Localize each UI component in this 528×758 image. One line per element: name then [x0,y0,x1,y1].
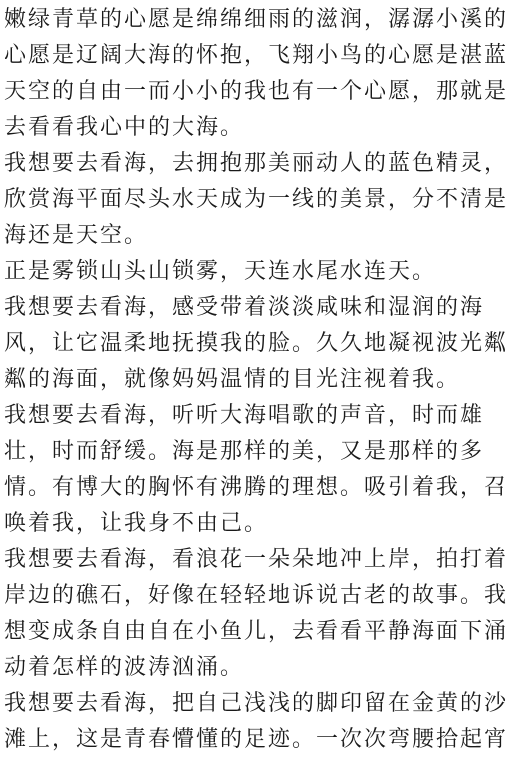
text-line-12: 我想要去看海，听听大海唱歌的声音，时而雄 [4,403,485,428]
text-line-5: 我想要去看海，去拥抱那美丽动人的蓝色精灵， [4,151,509,176]
text-line-11: 粼的海面，就像妈妈温情的目光注视着我。 [4,367,461,392]
text-line-3: 天空的自由一而小小的我也有一个心愿，那就是 [4,79,509,104]
text-line-4: 去看看我心中的大海。 [4,115,245,140]
text-line-15: 唤着我，让我身不由己。 [4,511,269,536]
text-line-1: 嫩绿青草的心愿是绵绵细雨的滋润，潺潺小溪的 [4,7,509,32]
text-line-19: 动着怎样的波涛汹涌。 [4,655,245,680]
text-line-21: 滩上，这是青春懵懂的足迹。一次次弯腰拾起宵 [4,727,509,752]
text-line-6: 欣赏海平面尽头水天成为一线的美景，分不清是 [4,187,509,212]
text-line-10: 风，让它温柔地抚摸我的脸。久久地凝视波光粼 [4,331,509,356]
text-line-20: 我想要去看海，把自己浅浅的脚印留在金黄的沙 [4,691,509,716]
text-line-2: 心愿是辽阔大海的怀抱，飞翔小鸟的心愿是湛蓝 [4,43,509,68]
text-line-9: 我想要去看海，感受带着淡淡咸味和湿润的海 [4,295,485,320]
text-line-16: 我想要去看海，看浪花一朵朵地冲上岸，拍打着 [4,547,509,572]
text-line-18: 想变成条自由自在小鱼儿，去看看平静海面下涌 [4,619,509,644]
text-line-17: 岸边的礁石，好像在轻轻地诉说古老的故事。我 [4,583,509,608]
text-line-14: 情。有博大的胸怀有沸腾的理想。吸引着我，召 [4,475,509,500]
text-line-8: 正是雾锁山头山锁雾，天连水尾水连天。 [4,259,437,284]
text-line-7: 海还是天空。 [4,223,149,248]
text-line-13: 壮，时而舒缓。海是那样的美，又是那样的多 [4,439,485,464]
